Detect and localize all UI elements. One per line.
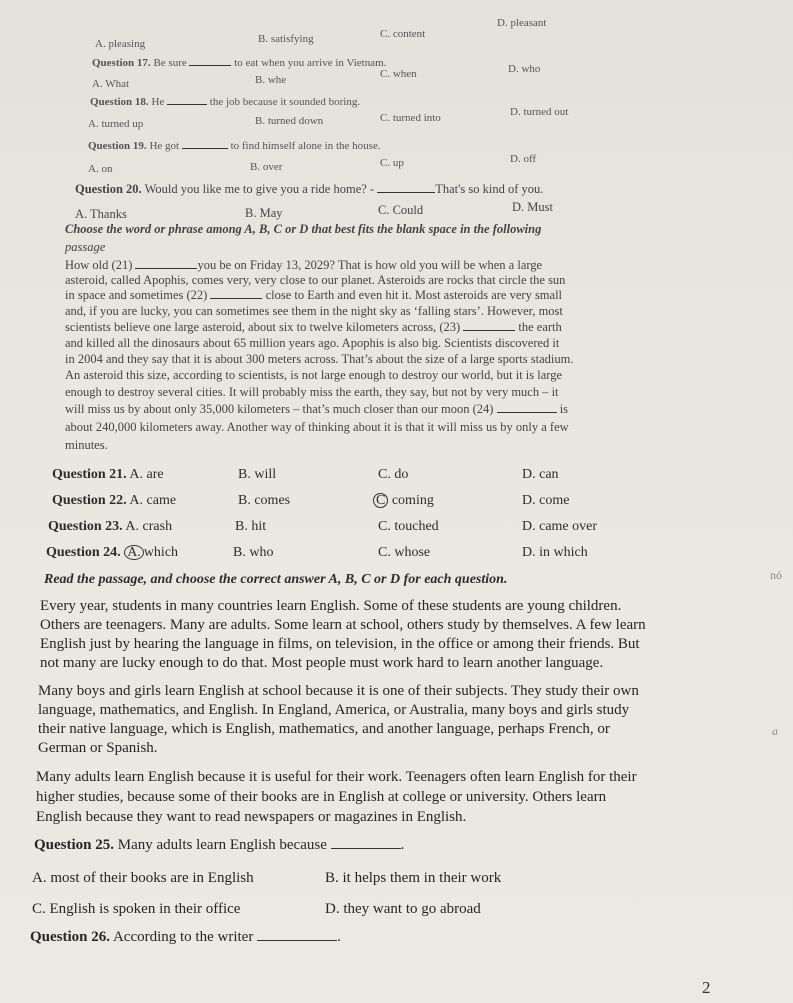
cloze-line-5: scientists believe one large asteroid, about six to twelve kilometers across, (23) the earth — [65, 320, 562, 334]
margin-mark: nó — [770, 568, 782, 582]
question-19: Question 19. He got to find himself alone in the house. — [88, 140, 381, 152]
cloze-instruction-cont: passage — [65, 240, 106, 254]
q23-option-c: C. touched — [378, 519, 439, 534]
question-17: Question 17. Be sure to eat when you arrive in Vietnam. — [92, 57, 387, 69]
cloze-line-11: about 240,000 kilometers away. Another way of thinking about it is that it will miss us by only a few — [65, 420, 569, 434]
q21-option-d: D. can — [522, 467, 559, 482]
q24-option-d: D. in which — [522, 545, 588, 560]
reading-p1-line-3: English just by hearing the language in films, on television, in the office or among their friends. But — [40, 636, 640, 652]
question-18: Question 18. He the job because it sounded boring. — [90, 96, 361, 108]
reading-p3-line-1: Many adults learn English because it is useful for their work. Teenagers often learn English for their — [36, 769, 637, 785]
reading-p2-line-4: German or Spanish. — [38, 740, 158, 756]
question-20: Question 20. Would you like me to give you a ride home? - That's so kind of you. — [75, 182, 544, 196]
cloze-line-8: An asteroid this size, according to scientists, is not large enough to destroy our world, but it is large — [65, 368, 563, 382]
q21-option-c: C. do — [378, 467, 409, 482]
q17-option-a: A. What — [92, 78, 130, 90]
reading-p2-line-2: language, mathematics, and English. In England, America, or Australia, many boys and girls study — [38, 702, 630, 718]
reading-p3-line-3: English because they want to read newspapers or magazines in English. — [36, 809, 467, 825]
question-26: Question 26. According to the writer . — [30, 929, 341, 945]
reading-p1-line-1: Every year, students in many countries learn English. Some of these students are young children. — [40, 598, 622, 614]
reading-p2-line-1: Many boys and girls learn English at school because it is one of their subjects. They study their own — [38, 683, 639, 699]
q19-option-d: D. off — [510, 153, 537, 165]
margin-mark: a — [772, 724, 778, 738]
q25-option-c: C. English is spoken in their office — [32, 901, 241, 917]
q17-option-c: C. when — [380, 68, 417, 80]
cloze-instruction: Choose the word or phrase among A, B, C or D that best fits the blank space in the following — [65, 222, 542, 236]
q16-option-d: D. pleasant — [497, 17, 547, 29]
cloze-line-4: and, if you are lucky, you can sometimes see them in the night sky as ‘falling stars’. However, most — [65, 304, 563, 318]
answer-circle: C — [373, 493, 388, 508]
page-number: 2 — [702, 978, 711, 997]
q25-option-b: B. it helps them in their work — [325, 870, 502, 886]
q24-option-b: B. who — [233, 545, 274, 560]
q20-option-c: C. Could — [378, 203, 424, 217]
cloze-line-6: and killed all the dinosaurs about 65 million years ago. Apophis is also big. Scientists discovered it — [65, 336, 560, 350]
question-21-label: Question 21. A. are — [52, 467, 164, 482]
q18-option-b: B. turned down — [255, 115, 324, 127]
reading-instruction: Read the passage, and choose the correct answer A, B, C or D for each question. — [44, 572, 508, 587]
q16-option-a: A. pleasing — [95, 38, 146, 50]
q22-option-c: C coming — [373, 493, 434, 509]
q19-option-a: A. on — [88, 163, 113, 175]
q22-option-d: D. come — [522, 493, 570, 508]
q22-option-b: B. comes — [238, 493, 291, 508]
cloze-line-3: in space and sometimes (22) close to Earth and even hit it. Most asteroids are very small — [65, 288, 563, 302]
q18-option-a: A. turned up — [88, 118, 144, 130]
q16-option-b: B. satisfying — [258, 33, 314, 45]
reading-p3-line-2: higher studies, because some of their books are in English at college or university. Others learn — [36, 789, 607, 805]
q25-option-a: A. most of their books are in English — [32, 870, 254, 886]
q18-option-c: C. turned into — [380, 112, 441, 124]
cloze-line-10: will miss us by about only 35,000 kilometers – that’s much closer than our moon (24) is — [65, 402, 569, 416]
q23-option-b: B. hit — [235, 519, 267, 534]
q19-option-b: B. over — [250, 161, 283, 173]
q18-option-d: D. turned out — [510, 106, 569, 118]
answer-circle: A. — [124, 545, 144, 560]
cloze-line-7: in 2004 and they say that it is about 300 meters across. That’s about the size of a large sports stadium. — [65, 352, 574, 366]
question-22-label: Question 22. A. came — [52, 493, 177, 508]
question-25: Question 25. Many adults learn English because . — [34, 837, 405, 853]
question-23-label: Question 23. A. crash — [48, 519, 173, 534]
q20-option-b: B. May — [245, 206, 283, 220]
q16-option-c: C. content — [380, 28, 426, 40]
cloze-line-9: enough to destroy several cities. It will probably miss the earth, they say, but not by very much – it — [65, 385, 559, 399]
cloze-line-2: asteroid, called Apophis, comes very, very close to our planet. Asteroids are rocks that circle the sun — [65, 273, 566, 287]
reading-p1-line-4: not many are lucky enough to do that. Most people must work hard to learn another language. — [40, 655, 604, 671]
q17-option-d: D. who — [508, 63, 541, 75]
reading-p2-line-3: their native language, which is English, mathematics, and another language, perhaps French, or — [38, 721, 610, 737]
q20-option-a: A. Thanks — [75, 207, 127, 221]
q19-option-c: C. up — [380, 157, 404, 169]
q23-option-d: D. came over — [522, 519, 598, 534]
q24-option-c: C. whose — [378, 545, 431, 560]
cloze-line-1: How old (21) you be on Friday 13, 2029? That is how old you will be when a large — [65, 258, 543, 272]
q21-option-b: B. will — [238, 467, 277, 482]
cloze-line-12: minutes. — [65, 438, 108, 452]
q20-option-d: D. Must — [512, 200, 553, 214]
q25-option-d: D. they want to go abroad — [325, 901, 481, 917]
question-24-label: Question 24. A. which — [46, 545, 179, 560]
q17-option-b: B. whe — [255, 74, 287, 86]
reading-p1-line-2: Others are teenagers. Many are adults. Some learn at school, others study by themselves. A few learn — [40, 617, 646, 633]
